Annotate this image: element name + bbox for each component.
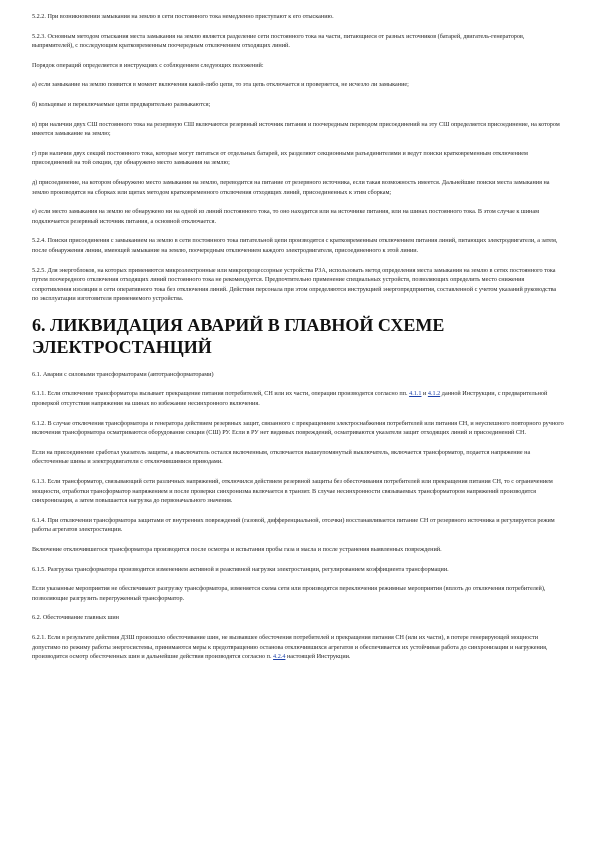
paragraph-unload-note: Если указанные мероприятия не обеспечивают разгрузку трансформатора, изменяется схема сети или производятся переключения режимные мероприятия (вплоть до отключения потребителей), позволяющие разгрузить перегруженный трансформатор. — [32, 585, 546, 602]
paragraph-6-1-5: 6.1.5. Разгрузка трансформатора производится изменением активной и реактивной нагрузки электростанции, регулированием коэффициента трансформации. — [32, 565, 449, 573]
paragraph-item-d: д) присоединение, на котором обнаружено место замыкания на землю, переводится на питание от резервного источника, если такая возможность имеется. Дальнейшие поиски места замыкания на землю производятся на сборках или щитах методом кратковременного отключения отходящих линий, присоединенных к этим сборкам; — [32, 178, 550, 196]
paragraph-6-1-1 — [32, 389, 564, 408]
paragraph-6-1-3: 6.1.3. Если трансформатор, связывающий сети различных напряжений, отключился действием резервной защиты без обесточивания потребителей или прекращения питания СН, то с ограничением мощности, отработки трансформатор напряжением и после проверки синхронизма включается в транзит. В случае несинхронности связываемых трансформатором напряжений производится синхронизация, а затем повышается нагрузка до первоначального значения. — [32, 478, 553, 505]
paragraph-procedure-intro: Порядок операций определяется в инструкциях с соблюдением следующих положений: — [32, 61, 264, 69]
paragraph-6-1-1-text-end: данной Инструкции, с предварительной проверкой отсутствия напряжения на шинах во избежание несинхронного включения. — [32, 390, 548, 408]
link-4-2-4[interactable]: 4.2.4 — [273, 653, 286, 661]
paragraph-6-2-1 — [32, 633, 564, 662]
paragraph-6-1-1-text-start: 6.1.1. Если отключение трансформатора вызывает прекращение питания потребителей, СН или их части, операции производятся согласно пп. — [32, 390, 410, 398]
paragraph-5-2-4: 5.2.4. Поиски присоединения с замыканием на землю в сети постоянного тока питательной цепи производятся с кратковременным отключением питания линий, питающих электродвигатели, а затем, после обнаружения линии, имеющей замыкание на землю, поочередным отключением каждого электродвигателя, присоединенного к этой линии. — [32, 237, 558, 254]
paragraph-5-2-5: 5.2.5. Для энергоблоков, на которых применяются микроэлектронные или микропроцессорные устройства РЗА, использовать метод определения места замыкания на землю в сетях постоянного тока путем поочередного отключения отходящих линий постоянного тока не рекомендуется. Предпочтительно применение специальных устройств, позволяющих определить место снижения сопротивления изоляции в сети оперативного тока без отключения линий. Действия персонала при этом определяются инструкцией энергопредприятия, составленной с учетом указаний руководства по эксплуатации изготовителя применяемого устройства. — [32, 266, 557, 303]
paragraph-6-2-1-text-end: настоящей Инструкции. — [285, 653, 351, 661]
subsection-title-6-2: 6.2. Обесточивание главных шин — [32, 614, 119, 622]
paragraph-5-2-3: 5.2.3. Основным методом отыскания места замыкания на землю является разделение сети постоянного тока на части, питающиеся от разных источников (батарей, двигатель-генераторов, выпрямителей), с последующим кратковременным поочередным отключением отходящих линий. — [32, 32, 525, 50]
paragraph-indicator-note: Если на присоединение сработал указатель защиты, а выключатель остался включенным, отключается вышеупомянутый выключатель, включается трансформатор, подается напряжение на обесточенные шины и электродвигатели с отключившимися приводами. — [32, 448, 531, 466]
paragraph-item-e: е) если место замыкания на землю не обнаружено ни на одной из линий постоянного тока, то оно находится или на источнике питания, или на шинах постоянного тока. В этом случае к шинам подключается резервный источник питания, а основной отключается. — [32, 208, 539, 225]
paragraph-item-b: б) кольцевые и переключаемые цепи предварительно размыкаются; — [32, 100, 211, 108]
paragraph-6-1-1-conjunction: и — [421, 390, 428, 398]
paragraph-6-1-2: 6.1.2. В случае отключения трансформатора и генератора действием резервных защит, связанного с прекращением электроснабжения потребителей или питания СН, и неуспешного повторного ручного включения трансформатора осматриваются оборудование секции (СШ) РУ. Если в РУ нет видимых повреждений, осматриваются указатели защит отходящих линий и присоединений СН. — [32, 419, 564, 437]
document-page — [32, 12, 564, 672]
paragraph-6-1-4: 6.1.4. При отключении трансформатора защитами от внутренних повреждений (газовой, дифференциальной, отсечки) восстанавливается питание СН от резервного источника и регулируется режим работы агрегатов электростанции. — [32, 516, 555, 534]
paragraph-6-2-1-text-start: 6.2.1. Если в результате действия ДЗШ произошло обесточивание шин, не вызвавшее обесточения потребителей и прекращения питания СН (или их части), в потере генерирующей мощности допустимо по режиму работы энергосистемы, принимаются меры к предотвращению останова отключившихся агрегатов и обеспечивается их устойчивая работа до синхронизации и нагружения, производится осмотр обесточенных шин и дальнейшие действия производятся согласно п. — [32, 633, 548, 661]
paragraph-5-2-2: 5.2.2. При возникновении замыкания на землю в сети постоянного тока немедленно приступают к его отысканию. — [32, 13, 334, 20]
paragraph-item-v: в) при наличии двух СШ постоянного тока на резервную СШ включаются резервный источник питания и поочередным переводом присоединений на эту СШ определяется присоединение, на котором имеется замыкание на землю; — [32, 120, 560, 138]
link-4-1-2[interactable]: 4.1.2 — [427, 390, 441, 398]
subsection-title-6-1: 6.1. Аварии с силовыми трансформаторами (автотрансформаторами) — [32, 370, 214, 378]
paragraph-item-g: г) при наличии двух секций постоянного тока, которые могут питаться от отдельных батарей, их разделяют секционными разъединителями и ведут поиски кратковременным отключением присоединений на той секции, где обнаружено место замыкания на землю; — [32, 149, 528, 167]
link-4-1-1[interactable]: 4.1.1 — [409, 390, 422, 398]
paragraph-item-a: а) если замыкание на землю появится в момент включения какой-либо цепи, то эта цепь отключается и проверяется, не исчезло ли замыкание; — [32, 81, 409, 89]
section-heading: 6. ЛИКВИДАЦИЯ АВАРИЙ В ГЛАВНОЙ СХЕМЕ ЭЛЕКТРОСТАНЦИЙ — [32, 314, 445, 357]
paragraph-reclose-note: Включение отключившегося трансформатора производится после осмотра и испытания пробы газа и масла и после устранения выявленных повреждений. — [32, 546, 442, 553]
